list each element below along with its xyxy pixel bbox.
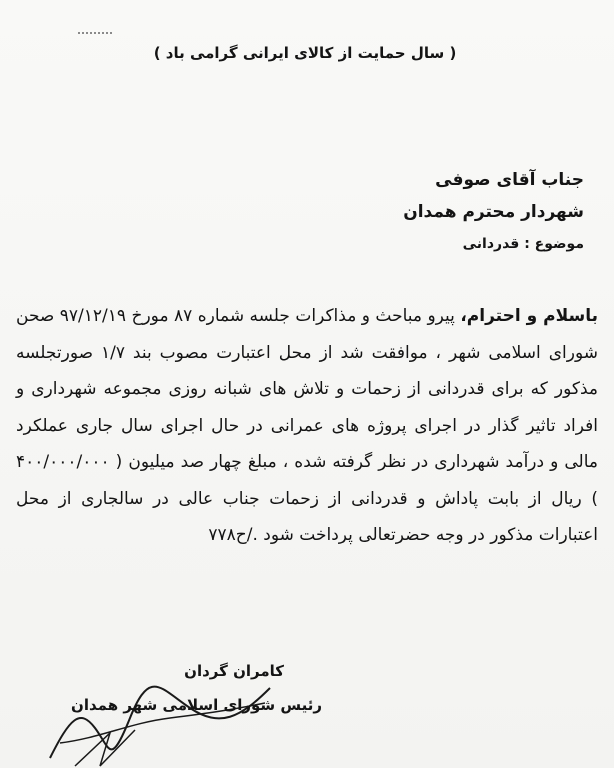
- signature-block: [62, 656, 322, 720]
- subject-line: موضوع : قدردانی: [462, 236, 584, 252]
- signer-name: کامران گردان: [184, 662, 284, 680]
- addressee-title: شهردار محترم همدان: [403, 202, 584, 222]
- letter-body: [16, 298, 598, 554]
- corner-mark: [78, 32, 112, 38]
- salutation: باسلام و احترام،: [460, 306, 599, 326]
- addressee-name: جناب آقای صوفی: [435, 170, 584, 190]
- addressee-block: [264, 164, 584, 228]
- slogan-header: ( سال حمایت از کالای ایرانی گرامی باد ): [153, 44, 457, 62]
- body-paragraph: پیرو مباحث و مذاکرات جلسه شماره ۸۷ مورخ ۹۷/۱۲/۱۹ صحن شورای اسلامی شهر ، موافقت شد از محل اعتبارت مصوب بند ۱/۷ صورتجلسه مذکور که برای قدردانی از زحمات و تلاش های شبانه روزی مجموعه شهرداری و افراد تاثیر گذار در اجرای پروژه های عمرانی در حال اجرای سال جاری عملکرد مالی و درآمد شهرداری در نظر گرفته شده ، مبلغ چهار صد میلیون ( ۴۰۰/۰۰۰/۰۰۰ ) ریال از بابت پاداش و قدردانی از زحمات جناب عالی در سالجاری از محل اعتبارات مذکور در وجه حضرتعالی پرداخت شود ./ح۷۷۸: [16, 306, 598, 545]
- signer-title: رئیس شورای اسلامی شهر همدان: [71, 696, 322, 714]
